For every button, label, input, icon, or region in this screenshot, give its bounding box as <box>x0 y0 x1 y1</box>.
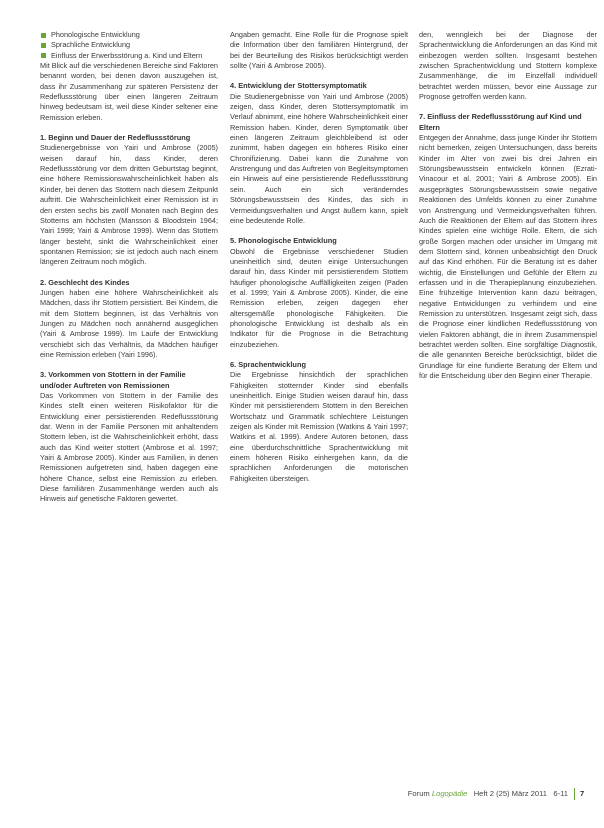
list-item: Einfluss der Erwerbsstörung a. Kind und Eltern <box>40 51 218 61</box>
section-heading: 1. Beginn und Dauer der Redeflussstörung <box>40 133 191 143</box>
section-paragraph: Die Ergebnisse hinsichtlich der sprachlichen Fähigkeiten stotternder Kinder sind ebenfalls uneinheitlich. Einige Studien weisen darauf hin, dass Kinder mit persistierendem Stottern in den Bereichen Wortschatz und Grammatik schlechtere Leistungen zeigen als Kinder mit Remission (Watkins & Yairi 1997; Watkins et al. 1999). Andere Autoren betonen, dass eine überdurchschnittliche Sprachentwicklung mit einem höheren Risiko einhergehen kann, da die sprachlichen Anforderungen die motorischen Fähigkeiten übersteigen. <box>230 370 408 483</box>
section-paragraph: Die Studienergebnisse von Yairi und Ambrose (2005) zeigen, dass Kinder, deren Stottersymptomatik im Verlauf abnimmt, eine höhere Wahrscheinlichkeit einer Remission haben. Kinder, deren Symptomatik über einen längeren Zeitraum gleichbleibend ist oder zunimmt, haben dagegen ein höheres Risiko einer Chronifizierung. Dabei kann die Zunahme von Anstrengung und das Auftreten von Begleitsymptomen ein Hinweis auf eine persistierende Redeflussstörung sein. Auch ein sich veränderndes Störungsbewusstsein des Kindes, das sich in Vermeidungsverhalten und Angst äußern kann, spielt eine bedeutende Rolle. <box>230 91 408 225</box>
section-paragraph: Jungen haben eine höhere Wahrscheinlichkeit als Mädchen, dass ihr Stottern persistiert. Bei Kindern, die mit dem Stottern beginnen, ist das Verhältnis von Jungen zu Mädchen noch annähernd ausgeglichen (Yairi & Ambrose 1999). Im Laufe der Entwicklung verschiebt sich das Verhältnis, da Mädchen häufiger eine Remission erleben (Yairi 1996). <box>40 287 218 359</box>
text-column-3 <box>419 30 597 391</box>
section-paragraph: Das Vorkommen von Stottern in der Familie des Kindes stellt einen weiteren Risikofaktor für die Entwicklung einer persistierenden Redeflussstörung dar. Wenn in der Familie Personen mit anhaltendem Stottern leben, ist die Wahrscheinlichkeit erhöht, dass auch das Kind weiter stottert (Ambrose et al. 1997; Yairi & Ambrose 2005). Kinder aus Familien, in denen Remissionen aufgetreten sind, haben dagegen eine höhere Chance, selbst eine Remission zu erleben. Diese familiären Zusammenhänge werden auch als Hinweis auf genetische Faktoren gewertet. <box>40 391 218 504</box>
text-column-1 <box>40 30 218 515</box>
bullet-list <box>40 30 218 61</box>
bullet-icon <box>41 43 46 48</box>
section-paragraph: Obwohl die Ergebnisse verschiedener Studien uneinheitlich sind, deuten einige Untersuchungen darauf hin, dass Kinder mit persistierendem Stottern häufiger phonologische Auffälligkeiten zeigen (Paden et al. 1999; Yairi & Ambrose 2005). Kinder, die eine Remission erleben, zeigen dagegen eher altersgemäße phonologische Fähigkeiten. Die phonologische Entwicklung ist deshalb als ein Indikator für die Prognose in die Betrachtung einzubeziehen. <box>230 246 408 349</box>
list-item: Sprachliche Entwicklung <box>40 40 218 50</box>
bullet-icon <box>41 53 46 58</box>
section-heading: 2. Geschlecht des Kindes <box>40 277 130 287</box>
footer-divider <box>574 788 575 800</box>
section-paragraph: Entgegen der Annahme, dass junge Kinder ihr Stottern nicht bemerken, zeigen Untersuchungen, dass bereits Kinder im Alter von zwei bis drei Jahren ein Störungsbewusstsein entwickeln können (Ezrati-Vinacour et al. 2001; Yairi & Ambrose 2005). Ein ausgeprägtes Störungsbewusstsein sowie negative Reaktionen des Umfelds können zu einer Zunahme von Anstrengung und Vermeidungsverhalten führen. Auch die Reaktionen der Eltern auf das Stottern ihres Kindes spielen eine wichtige Rolle. Eltern, die sich große Sorgen machen oder unsicher im Umgang mit dem Stottern sind, können unbeabsichtigt den Druck auf das Kind erhöhen. Für die Beratung ist es daher wichtig, die Einstellungen und Gefühle der Eltern zu erfassen und in die Therapieplanung einzubeziehen. Eine frühzeitige Intervention kann dazu beitragen, negative Entwicklungen zu verhindern und eine Remission zu unterstützen. Insgesamt zeigt sich, dass die Prognose einer kindlichen Redeflussstörung von vielen Faktoren abhängt, die in ihrem Zusammenspiel betrachtet werden sollten. Eine sorgfältige Diagnostik, die alle genannten Bereiche berücksichtigt, bildet die Grundlage für eine fundierte Beratung der Eltern und für die Entscheidung über den Beginn einer Therapie. <box>419 133 597 380</box>
section-heading: 6. Sprachentwicklung <box>230 359 306 369</box>
page-number: 7 <box>580 789 585 798</box>
journal-prefix: Forum <box>407 789 430 798</box>
journal-brand: Logopädie <box>431 789 468 798</box>
page-footer <box>0 788 604 802</box>
article-pages: 6-11 <box>553 789 568 798</box>
text-column-2 <box>230 30 408 494</box>
section-paragraph: Studienergebnisse von Yairi und Ambrose (2005) weisen darauf hin, dass Kinder, deren Redeflussstörung vor dem dritten Geburtstag beginnt, eine höhere Remissionswahrscheinlichkeit haben als Kinder, bei denen das Stottern nach diesem Zeitpunkt auftritt. Die Wahrscheinlichkeit einer Remission ist in den ersten sechs bis zwölf Monaten nach Beginn des Stotterns am höchsten (Mansson & Bloodstein 1964; Yairi 1999; Yairi & Ambrose 1999). Wenn das Stottern länger besteht, sinkt die Wahrscheinlichkeit einer spontanen Remission; sie ist jedoch auch nach einem längeren Zeitraum noch möglich. <box>40 143 218 267</box>
continued-paragraph: den, wenngleich bei der Diagnose der Sprachentwicklung die Anforderungen an das Kind mit einbezogen werden sollten. Insgesamt bestehen zwischen Sprachentwicklung und Stottern komplexe Zusammenhänge, die im Einzelfall individuell betrachtet werden müssen, bevor eine Aussage zur Prognose getroffen werden kann. <box>419 30 597 102</box>
bullet-icon <box>41 33 46 38</box>
intro-paragraph: Mit Blick auf die verschiedenen Bereiche sind Faktoren benannt worden, bei denen davon auszugehen ist, dass ihr Zusammenhang zur späteren Persistenz der Redeflussstörung über einen längeren Zeitraum hinweg bedeutsam ist, weil diese Kinder seltener eine Remission erleben. <box>40 61 218 122</box>
section-heading: 5. Phonologische Entwicklung <box>230 236 337 246</box>
footer-citation <box>408 789 568 799</box>
section-heading: 4. Entwicklung der Stottersymptomatik <box>230 81 367 91</box>
continued-paragraph: Angaben gemacht. Eine Rolle für die Prognose spielt die Information über den familiären Hintergrund, der bei der Beurteilung des Risikos berücksichtigt werden sollte (Yairi & Ambrose 2005). <box>230 30 408 71</box>
section-heading: 7. Einfluss der Redeflussstörung auf Kind und Eltern <box>419 112 582 132</box>
journal-issue: Heft 2 (25) März 2011 <box>473 789 548 798</box>
list-item: Phonologische Entwicklung <box>40 30 218 40</box>
section-heading: 3. Vorkommen von Stottern in der Familie und/oder Auftreten von Remissionen <box>40 370 186 390</box>
